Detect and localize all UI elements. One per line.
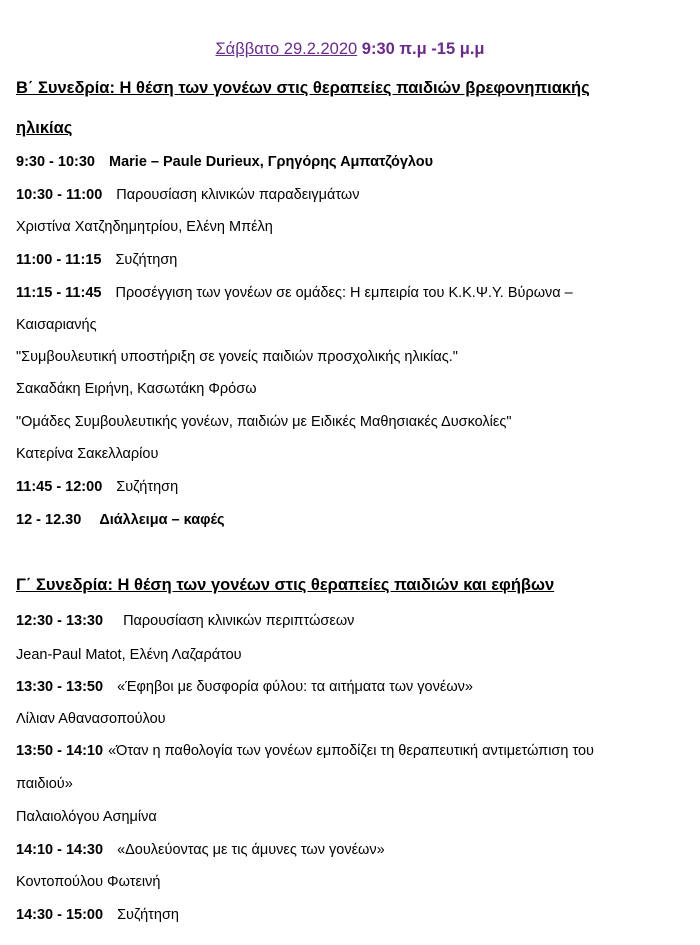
session-b-title-cont: ηλικίας bbox=[16, 119, 73, 137]
schedule-row: 14:30 - 15:00 Συζήτηση bbox=[16, 907, 179, 923]
speaker-line: Παλαιολόγου Ασημίνα bbox=[16, 809, 157, 825]
speaker-line: Κατερίνα Σακελλαρίου bbox=[16, 446, 159, 462]
talk-title: "Συμβουλευτική υποστήριξη σε γονείς παιδιών προσχολικής ηλικίας." bbox=[16, 349, 458, 365]
speaker-line: Κοντοπούλου Φωτεινή bbox=[16, 874, 161, 890]
talk-title: "Ομάδες Συμβουλευτικής γονέων, παιδιών με Ειδικές Μαθησιακές Δυσκολίες" bbox=[16, 414, 512, 430]
schedule-row: 12:30 - 13:30 Παρουσίαση κλινικών περιπτώσεων bbox=[16, 613, 355, 629]
schedule-row: 11:45 - 12:00 Συζήτηση bbox=[16, 479, 179, 495]
text-line: παιδιού» bbox=[16, 776, 73, 792]
schedule-row: 14:10 - 14:30 «Δουλεύοντας με τις άμυνες των γονέων» bbox=[16, 842, 385, 858]
schedule-row: 9:30 - 10:30 Marie – Paule Durieux, Γρηγόρης Αμπατζόγλου bbox=[16, 154, 434, 170]
session-b-title: Β΄ Συνεδρία: Η θέση των γονέων στις θεραπείες παιδιών βρεφονηπιακής bbox=[16, 79, 590, 97]
speaker-line: Jean-Paul Matot, Ελένη Λαζαράτου bbox=[16, 647, 242, 663]
speaker-line: Λίλιαν Αθανασοπούλου bbox=[16, 711, 166, 727]
program-day-date: Σάββατο 29.2.2020 bbox=[215, 40, 358, 58]
schedule-row-break: 12 - 12.30 Διάλλειμα – καφές bbox=[16, 512, 225, 528]
schedule-row: 11:15 - 11:45 Προσέγγιση των γονέων σε ομάδες: Η εμπειρία του Κ.Κ.Ψ.Υ. Βύρωνα – bbox=[16, 285, 573, 301]
speaker-line: Χριστίνα Χατζηδημητρίου, Ελένη Μπέλη bbox=[16, 219, 273, 235]
program-time-range: 9:30 π.μ -15 μ.μ bbox=[361, 40, 485, 58]
schedule-row: 11:00 - 11:15 Συζήτηση bbox=[16, 252, 178, 268]
program-date-header bbox=[0, 39, 700, 59]
speaker-line: Σακαδάκη Ειρήνη, Κασωτάκη Φρόσω bbox=[16, 381, 257, 397]
session-c-title: Γ΄ Συνεδρία: Η θέση των γονέων στις θεραπείες παιδιών και εφήβων bbox=[16, 576, 555, 594]
text-line: Καισαριανής bbox=[16, 317, 97, 333]
schedule-row: 13:30 - 13:50 «Έφηβοι με δυσφορία φύλου: τα αιτήματα των γονέων» bbox=[16, 679, 473, 695]
schedule-row: 10:30 - 11:00 Παρουσίαση κλινικών παραδειγμάτων bbox=[16, 187, 360, 203]
schedule-row: 13:50 - 14:10 «Όταν η παθολογία των γονέων εμποδίζει τη θεραπευτική αντιμετώπιση του bbox=[16, 743, 594, 759]
